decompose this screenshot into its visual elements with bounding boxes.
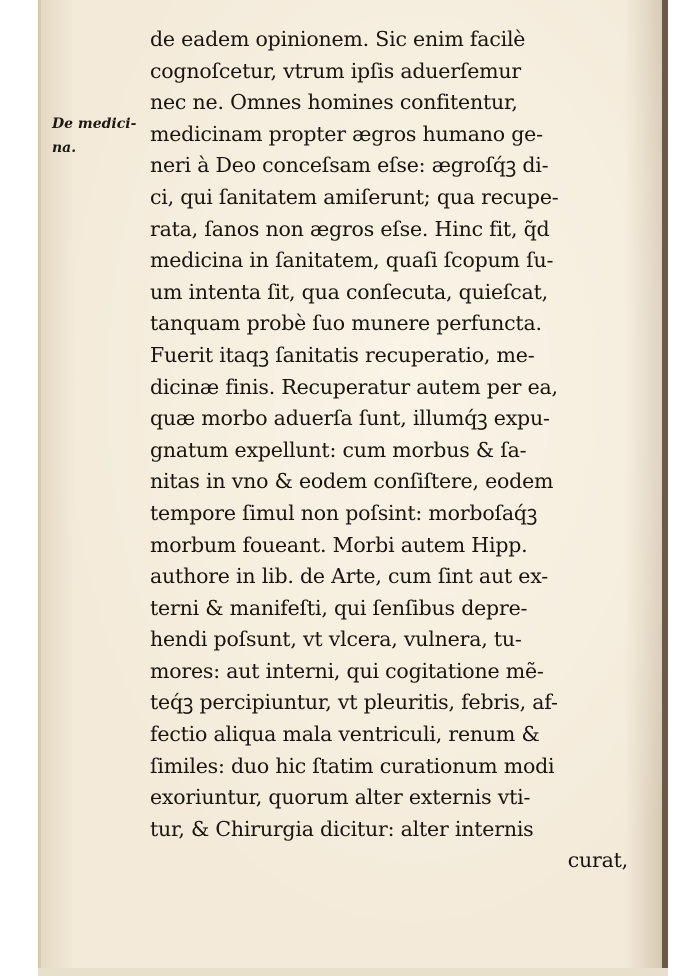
text-line: ci, qui ſanitatem amiſerunt; qua recupe-: [150, 184, 559, 209]
text-line: mores: aut interni, qui cogitatione mẽ-: [150, 658, 544, 683]
text-line: rata, ſanos non ægros eſse. Hinc fit, q̃d: [150, 216, 550, 241]
text-line: medicina in ſanitatem, quaſi ſcopum ſu-: [150, 248, 554, 273]
text-line: teq́ꝫ percipiuntur, vt pleuritis, febris, af-: [150, 690, 558, 715]
text-line: nec ne. Omnes homines confitentur,: [150, 90, 518, 115]
text-line: nitas in vno & eodem conſiſtere, eodem: [150, 469, 554, 494]
text-line: fectio aliqua mala ventriculi, renum &: [150, 722, 540, 747]
text-line: medicinam propter ægros humano ge-: [150, 121, 543, 146]
page-bottom-edge: [38, 968, 668, 976]
text-line: tanquam probè ſuo munere perfuncta.: [150, 311, 542, 336]
text-line: ſimiles: duo hic ſtatim curationum modi: [150, 753, 555, 778]
text-line: Fuerit itaqꝫ ſanitatis recuperatio, me-: [150, 342, 535, 367]
page-right-edge: [662, 0, 668, 968]
text-line: exoriuntur, quorum alter externis vti-: [150, 785, 531, 810]
text-line: neri à Deo conceſsam eſse: ægroſq́ꝫ di-: [150, 153, 549, 178]
body-text: [150, 24, 634, 877]
text-line: gnatum expellunt: cum morbus & ſa-: [150, 437, 527, 462]
text-line: de eadem opinionem. Sic enim facilè: [150, 27, 526, 51]
text-line: authore in lib. de Arte, cum ſint aut ex-: [150, 564, 548, 589]
marginal-note: [52, 112, 152, 160]
catchword: curat,: [567, 848, 628, 873]
text-line: terni & manifeſti, qui ſenſibus depre-: [150, 595, 528, 620]
text-line: tempore ſimul non poſsint: morboſaq́ꝫ: [150, 500, 538, 525]
marginal-note-line-2: na.: [52, 140, 77, 156]
text-line: quæ morbo aduerſa ſunt, illumq́ꝫ expu-: [150, 406, 550, 431]
text-line: dicinæ finis. Recuperatur autem per ea,: [150, 374, 558, 399]
text-line: tur, & Chirurgia dicitur: alter internis: [150, 816, 534, 841]
text-line: um intenta ſit, qua conſecuta, quieſcat,: [150, 279, 548, 304]
marginal-note-line-1: De medici-: [52, 116, 137, 132]
text-line: morbum foueant. Morbi autem Hipp.: [150, 532, 528, 557]
text-line: cognoſcetur, vtrum ipſis aduerſemur: [150, 58, 521, 83]
text-line: hendi poſsunt, vt vlcera, vulnera, tu-: [150, 627, 522, 652]
page-gutter-shadow: [38, 0, 41, 968]
